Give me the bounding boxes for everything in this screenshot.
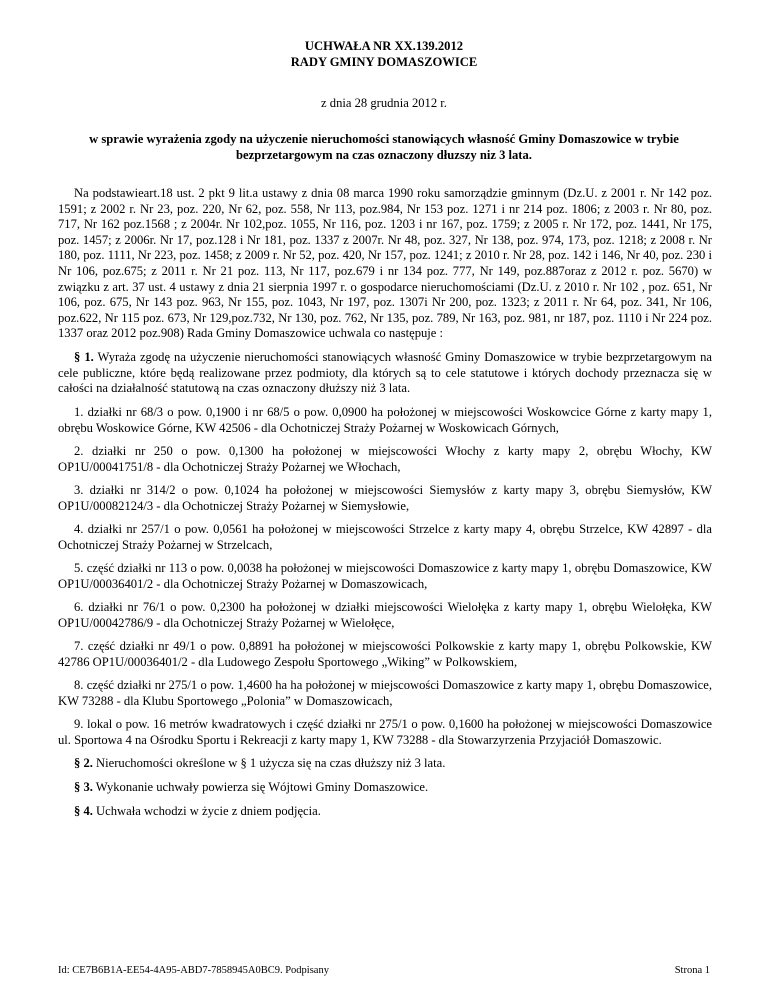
document-id: Id: CE7B6B1A-EE54-4A95-ABD7-7858945A0BC9. Podpisany (58, 965, 329, 976)
list-item: 4. działki nr 257/1 o pow. 0,0561 ha położonej w miejscowości Strzelce z karty mapy 4, obrębu Strzelce, KW 42897 - dla Ochotniczej Straży Pożarnej w Strzelcach, (58, 522, 712, 552)
section-2-text: Nieruchomości określone w § 1 użycza się na czas dłuższy niż 3 lata. (92, 756, 446, 770)
section-4-paragraph (58, 804, 712, 820)
list-item: 6. działki nr 76/1 o pow. 0,2300 ha położonej w działki miejscowości Wielołęka z karty mapy 1, obrębu Wielołęka, KW OP1U/00042786/9 - dla Ochotniczej Straży Pożarnej w Wielołęce, (58, 600, 712, 630)
list-item: 9. lokal o pow. 16 metrów kwadratowych i część działki nr 275/1 o pow. 0,1600 ha położonej w miejscowości Domaszowice ul. Sportowa 4 na Ośrodku Sportu i Rekreacji z karty mapy 1, KW 73288 - dla Stowarzyrzenia Przyjaciół Domaszowic. (58, 717, 712, 747)
list-item: 2. działki nr 250 o pow. 0,1300 ha położonej w miejscowości Włochy z karty mapy 2, obrębu Włochy, KW OP1U/00041751/8 - dla Ochotniczej Straży Pożarnej we Włochach, (58, 444, 712, 474)
section-3-mark: § 3. (74, 780, 93, 794)
section-2-mark: § 2. (74, 756, 93, 770)
section-3-paragraph (58, 780, 712, 796)
section-4-text: Uchwała wchodzi w życie z dniem podjęcia. (92, 804, 321, 818)
council-name: RADY GMINY DOMASZOWICE (290, 55, 478, 69)
section-4-mark: § 4. (74, 804, 93, 818)
section-2-paragraph (58, 756, 712, 772)
list-item: 3. działki nr 314/2 o pow. 0,1024 ha położonej w miejscowości Siemysłów z karty mapy 3, obrębu Siemysłów, KW OP1U/00082124/3 - dla Ochotniczej Straży Pożarnej w Siemysłowie, (58, 483, 712, 513)
page-number: Strona 1 (674, 965, 710, 976)
section-1-text: Wyraża zgodę na użyczenie nieruchomości stanowiących własność Gminy Domaszowice w trybie bezprzetargowym na cele publiczne, które będą realizowane przez podmioty, dla których są to cele statutowe i których dochody przeznacza się w całości na działalność statutową na czas oznaczony dłuższy niż 3 lata. (58, 350, 712, 396)
resolution-title: UCHWAŁA NR XX.139.2012 (304, 39, 464, 53)
section-3-text: Wykonanie uchwały powierza się Wójtowi Gminy Domaszowice. (92, 780, 429, 794)
list-item: 8. część działki nr 275/1 o pow. 1,4600 ha ha położonej w miejscowości Domaszowice z karty mapy 1, obrębu Domaszowice, KW 73288 - dla Klubu Sportowego „Polonia” w Domaszowicach, (58, 678, 712, 708)
section-1-paragraph (58, 350, 712, 397)
section-1-mark: § 1. (74, 350, 94, 364)
list-item: 1. działki nr 68/3 o pow. 0,1900 i nr 68/5 o pow. 0,0900 ha położonej w miejscowości Woskowcice Górne z karty mapy 1, obrębu Woskowice Górne, KW 42506 - dla Ochotniczej Straży Pożarnej w Woskowicach Górnych, (58, 405, 712, 435)
list-item: 7. część działki nr 49/1 o pow. 0,8891 ha położonej w miejscowości Polkowskie z karty mapy 1, obrębu Polkowskie, KW 42786 OP1U/00036401/2 - dla Ludowego Zespołu Sportowego „Wiking” w Polkowskiem, (58, 639, 712, 669)
resolution-date: z dnia 28 grudnia 2012 r. (321, 96, 447, 110)
list-item: 5. część działki nr 113 o pow. 0,0038 ha położonej w miejscowości Domaszowice z karty mapy 1, obrębu Domaszowice, KW OP1U/00036401/2 - dla Ochotniczej Straży Pożarnej w Domaszowicach, (58, 561, 712, 591)
resolution-subject: w sprawie wyrażenia zgody na użyczenie nieruchomości stanowiących własność Gminy Domaszowice w trybie bezprzetargowym na czas oznaczony dłuzszy niz 3 lata. (89, 132, 679, 162)
legal-basis-paragraph: Na podstawieart.18 ust. 2 pkt 9 lit.a ustawy z dnia 08 marca 1990 roku samorządzie gminnym (Dz.U. z 2001 r. Nr 142 poz. 1591; z 2002 r. Nr 23, poz. 220, Nr 62, poz. 558, Nr 113, poz.984, Nr 153 poz. 1271 i nr 214 poz. 1806; z 2003 r. Nr 80, poz. 717, Nr 162 poz.1568 ; z 2004r. Nr 102,poz. 1055, Nr 116, poz. 1203 i nr 167, poz. 1759; z 2005 r. Nr 172, poz. 1441, Nr 175, poz. 1457; z 2006r. Nr 17, poz.128 i Nr 181, poz. 1337 z 2007r. Nr 48, poz. 327, Nr 138, poz. 974, 173, poz. 1218; z 2008 r. Nr 180, poz. 1111, Nr 223, poz. 1458; z 2009 r. Nr 52, poz. 420, Nr 157, poz. 1241; z 2010 r. Nr 28, poz. 142 i 146, Nr 40, poz. 230 i Nr 106, poz.675; z 2011 r. Nr 21 poz. 113, Nr 117, poz.679 i nr 134 poz. 777, Nr 149, poz.887oraz z 2012 r. poz. 5670) w związku z art. 37 ust. 4 ustawy z dnia 21 sierpnia 1997 r. o gospodarce nieruchomościami (Dz.U. z 2010 r. Nr 102 , poz. 651, Nr 106, poz. 675, Nr 143 poz. 963, Nr 155, poz. 1043, Nr 197, poz. 1307i Nr 200, poz. 1323; z 2011 r. Nr 64, poz. 341, Nr 106, poz.622, Nr 115 poz. 673, Nr 129,poz.732, Nr 130, poz. 762, Nr 135, poz. 789, Nr 163, poz. 981, nr 187, poz. 1110 i Nr 224 poz. 1337 oraz 2012 poz.908) Rada Gminy Domaszowice uchwala co następuje : (58, 186, 712, 341)
